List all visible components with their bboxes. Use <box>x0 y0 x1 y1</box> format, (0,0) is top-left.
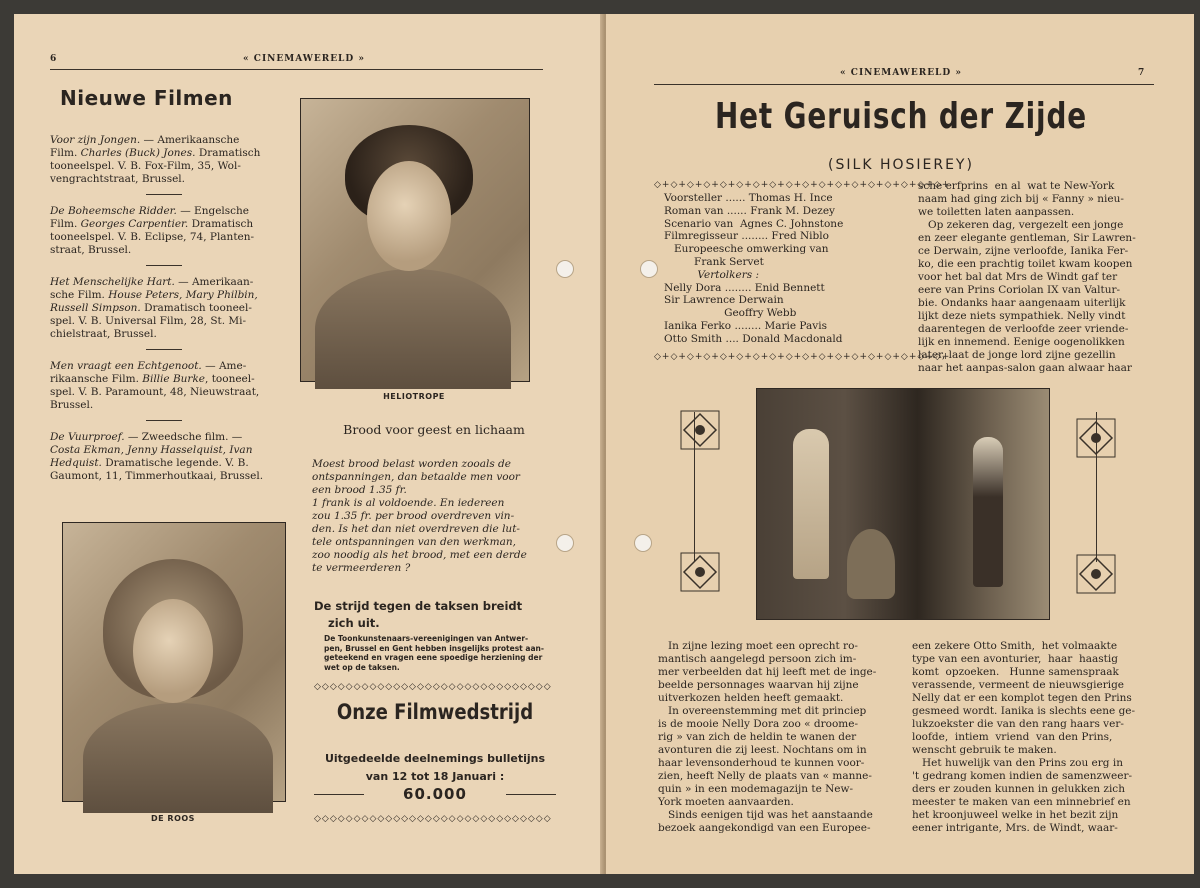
film-entry-line: De Vuurproef. — Zweedsche film. — <box>50 431 243 443</box>
text-line: naam had ging zich bij « Fanny » nieu- <box>918 193 1124 205</box>
film-entry-line: Hedquist. Dramatische legende. V. B. <box>50 457 249 469</box>
film-entry-line: spel. V. B. Universal Film, 28, St. Mi- <box>50 315 247 327</box>
taksen-line: De Toonkunstenaars-vereenigingen van Antwer- <box>324 634 529 643</box>
film-separator <box>146 194 182 195</box>
taksen-heading-line1: De strijd tegen de taksen breidt <box>314 599 523 613</box>
text-line: ce Derwain, zijne verloofde, Ianika Fer- <box>918 245 1129 257</box>
text-line: In overeenstemming met dit princiep <box>658 705 867 717</box>
credit-line: Europeesche omwerking van <box>664 243 829 256</box>
article-subtitle: (SILK HOSIEREY) <box>828 157 974 173</box>
gentleman-figure <box>973 437 1003 587</box>
text-line: Nelly dat er een komplot tegen den Prins <box>912 692 1132 704</box>
dotted-rule-1: ◇◇◇◇◇◇◇◇◇◇◇◇◇◇◇◇◇◇◇◇◇◇◇◇◇◇◇◇◇◇ <box>314 682 552 692</box>
text-line: Sinds eenigen tijd was het aanstaande <box>658 809 873 821</box>
article-title: Het Geruisch der Zijde <box>714 96 1088 137</box>
film-still <box>756 388 1050 620</box>
credit-line: Sir Lawrence Derwain <box>664 294 784 307</box>
film-entry-line: chielstraat, Brussel. <box>50 328 157 340</box>
text-line: verassende, vermeent de nieuwsgierige <box>912 679 1125 691</box>
text-line: York moeten aanvaarden. <box>658 796 794 808</box>
credit-line: Geoffry Webb <box>664 307 797 320</box>
column-right-top <box>918 180 1162 375</box>
text-line: zien, heeft Nelly de plaats van « manne- <box>658 770 872 782</box>
actress-figure <box>793 429 829 579</box>
header-rule <box>50 69 543 70</box>
film-entry <box>50 276 278 341</box>
credit-line: Otto Smith .... Donald Macdonald <box>664 332 843 345</box>
flourish-icon <box>1076 554 1116 594</box>
film-entry-line: Film. Georges Carpentier. Dramatisch <box>50 218 254 230</box>
brood-heading: Brood voor geest en lichaam <box>343 422 525 437</box>
film-separator <box>146 265 182 266</box>
film-entry-line: Het Menschelijke Hart. — Amerikaan- <box>50 276 254 288</box>
film-entry-line: spel. V. B. Paramount, 48, Nieuwstraat, <box>50 386 260 398</box>
brood-line: zou 1.35 fr. per brood overdreven vin- <box>312 510 515 522</box>
film-entry-line: tooneelspel. V. B. Eclipse, 74, Planten- <box>50 231 255 243</box>
brood-line: den. Is het dan niet overdreven die lut- <box>312 523 520 535</box>
flourish-icon <box>1076 418 1116 458</box>
film-entry <box>50 431 278 483</box>
credit-line: Roman van ...... Frank M. Dezey <box>664 204 835 217</box>
text-line: Op zekeren dag, vergezelt een jonge <box>918 219 1124 231</box>
text-line: later, laat de jonge lord zijne gezellin <box>918 349 1116 361</box>
credit-line: Nelly Dora ........ Enid Bennett <box>664 281 825 294</box>
text-line: lukzoekster die van den rang haars ver- <box>912 718 1124 730</box>
text-line: komt opzoeken. Hunne samenspraak <box>912 666 1119 678</box>
dotted-rule-2: ◇◇◇◇◇◇◇◇◇◇◇◇◇◇◇◇◇◇◇◇◇◇◇◇◇◇◇◇◇◇ <box>314 814 552 824</box>
text-line: een zekere Otto Smith, het volmaakte <box>912 640 1118 652</box>
text-line: sche erfprins en al wat te New-York <box>918 180 1115 192</box>
text-line: type van een avonturier, haar haastig <box>912 653 1118 665</box>
taksen-line: pen, Brussel en Gent hebben insgelijks protest aan- <box>324 643 544 653</box>
brood-line: ontspanningen, dan betaalde men voor <box>312 471 520 483</box>
text-line: is de mooie Nelly Dora zoo « droome- <box>658 718 858 730</box>
taksen-text <box>324 634 554 672</box>
page-number: 6 <box>50 54 58 64</box>
left-page <box>14 14 604 874</box>
text-line: we toiletten laten aanpassen. <box>918 206 1075 218</box>
text-line: eere van Prins Coriolan IX van Valtur- <box>918 284 1121 296</box>
taksen-heading-line2: zich uit. <box>328 616 380 630</box>
film-entry-line: Men vraagt een Echtgenoot. — Ame- <box>50 360 247 372</box>
brood-line: te vermeerderen ? <box>312 562 411 574</box>
flourish-icon <box>680 410 720 450</box>
film-entry-line: rikaansche Film. Billie Burke, tooneel- <box>50 373 255 385</box>
contest-line2: van 12 tot 18 Januari : <box>365 770 505 783</box>
film-entry-line: Film. Charles (Buck) Jones. Dramatisch <box>50 147 261 159</box>
film-entry-line: straat, Brussel. <box>50 244 132 256</box>
text-line: meester te maken van een minnebrief en <box>912 796 1131 808</box>
credit-line: Filmregisseur ........ Fred Niblo <box>664 230 829 243</box>
credit-line: Ianika Ferko ........ Marie Pavis <box>664 319 827 332</box>
text-line: Het huwelijk van den Prins zou erg in <box>912 757 1123 769</box>
column-right-bottom <box>912 640 1162 835</box>
page-number: 7 <box>1138 68 1146 78</box>
film-entry-line: vengrachtstraat, Brussel. <box>50 173 185 185</box>
running-head: « CINEMAWERELD » <box>243 54 365 64</box>
text-line: ders er zouden kunnen in gelukken zich <box>912 783 1125 795</box>
text-line: avonturen die zij leest. Nochtans om in <box>658 744 867 756</box>
text-line: het kroonjuweel welke in het bezit zijn <box>912 809 1119 821</box>
flourish-icon <box>680 552 720 592</box>
text-line: rig » van zich de heldin te wanen der <box>658 731 857 743</box>
text-line: mantisch aangelegd persoon zich im- <box>658 653 857 665</box>
column-left-bottom <box>658 640 902 835</box>
punch-hole <box>634 534 652 552</box>
film-entry <box>50 134 278 186</box>
right-page <box>606 14 1194 874</box>
film-list <box>50 134 278 483</box>
film-entry-line: Voor zijn Jongen. — Amerikaansche <box>50 134 240 146</box>
text-line: wenscht gebruik te maken. <box>912 744 1057 756</box>
punch-hole <box>556 534 574 552</box>
text-line: quin » in een modemagazijn te New- <box>658 783 854 795</box>
film-entry-line: tooneelspel. V. B. Fox-Film, 35, Wol- <box>50 160 241 172</box>
film-entry-line: Brussel. <box>50 399 94 411</box>
brood-line: zoo noodig als het brood, met een derde <box>312 549 527 561</box>
film-separator <box>146 420 182 421</box>
brood-text <box>312 458 552 575</box>
section-title: Nieuwe Filmen <box>60 86 233 110</box>
photo-heliotrope <box>300 98 530 382</box>
photo-de-roos <box>62 522 286 802</box>
running-head: « CINEMAWERELD » <box>840 68 962 78</box>
text-line: en zeer elegante gentleman, Sir Lawren- <box>918 232 1136 244</box>
contest-number: 60.000 <box>403 785 467 803</box>
contest-title: Onze Filmwedstrijd <box>336 700 534 724</box>
film-entry <box>50 360 278 412</box>
text-line: beelde personnages waarvan hij zijne <box>658 679 859 691</box>
text-line: voor het bal dat Mrs de Windt gaf ter <box>918 271 1118 283</box>
brood-line: een brood 1.35 fr. <box>312 484 407 496</box>
text-line: In zijne lezing moet een oprecht ro- <box>658 640 858 652</box>
credit-line: Vertolkers : <box>664 268 759 281</box>
brood-line: tele ontspanningen van den werkman, <box>312 536 516 548</box>
photo-caption-de-roos: DE ROOS <box>151 814 195 823</box>
text-line: gesmeed wordt. Ianika is slechts eene ge- <box>912 705 1136 717</box>
header-rule <box>654 84 1154 85</box>
contest-rule-right <box>506 794 556 795</box>
film-separator <box>146 349 182 350</box>
punch-hole <box>640 260 658 278</box>
taksen-heading <box>314 598 554 632</box>
text-line: bezoek aangekondigd van een Europee- <box>658 822 871 834</box>
text-line: naar het aanpas-salon gaan alwaar haar <box>918 362 1132 374</box>
brood-line: 1 frank is al voldoende. En iedereen <box>312 497 505 509</box>
photo-caption-heliotrope: HELIOTROPE <box>383 392 445 401</box>
text-line: eener intrigante, Mrs. de Windt, waar- <box>912 822 1118 834</box>
film-entry-line: sche Film. House Peters, Mary Philbin, <box>50 289 258 301</box>
plant-pot <box>847 529 895 599</box>
text-line: 't gedrang komen indien de samenzweer- <box>912 770 1133 782</box>
credits-block <box>664 192 888 346</box>
credit-line: Voorsteller ...... Thomas H. Ince <box>664 192 833 204</box>
taksen-line: geteekend en vragen eene spoedige herziening der <box>324 653 543 662</box>
text-line: lijk en innemend. Eenige oogenolikken <box>918 336 1125 348</box>
text-line: daarentegen de verloofde zeer vriende- <box>918 323 1129 335</box>
text-line: ko, die een prachtig toilet kwam koopen <box>918 258 1133 270</box>
brood-line: Moest brood belast worden zooals de <box>312 458 511 470</box>
text-line: loofde, intiem vriend van den Prins, <box>912 731 1113 743</box>
film-entry-line: Russell Simpson. Dramatisch tooneel- <box>50 302 252 314</box>
film-entry-line: De Boheemsche Ridder. — Engelsche <box>50 205 250 217</box>
text-line: lijkt deze niets sympathiek. Nelly vindt <box>918 310 1126 322</box>
credit-line: Frank Servet <box>664 255 764 268</box>
text-line: uitverkozen helden heeft gemaakt. <box>658 692 844 704</box>
text-line: haar levensonderhoud te kunnen voor- <box>658 757 865 769</box>
film-entry-line: Gaumont, 11, Timmerhoutkaai, Brussel. <box>50 470 264 482</box>
punch-hole <box>556 260 574 278</box>
contest-line1: Uitgedeelde deelnemings bulletijns <box>324 752 546 765</box>
film-entry <box>50 205 278 257</box>
credits-rule-bottom: ◇+◇+◇+◇+◇+◇+◇+◇+◇+◇+◇+◇+◇+◇+◇+◇+◇+◇+ <box>654 352 951 362</box>
text-line: bie. Ondanks haar aangenaam uiterlijk <box>918 297 1126 309</box>
text-line: mer verbeelden dat hij leeft met de inge- <box>658 666 877 678</box>
credits-rule-top: ◇+◇+◇+◇+◇+◇+◇+◇+◇+◇+◇+◇+◇+◇+◇+◇+◇+◇+ <box>654 180 951 190</box>
film-entry-line: Costa Ekman, Jenny Hasselquist, Ivan <box>50 444 253 456</box>
credit-line: Scenario van Agnes C. Johnstone <box>664 217 844 230</box>
taksen-line: wet op de taksen. <box>324 662 400 672</box>
